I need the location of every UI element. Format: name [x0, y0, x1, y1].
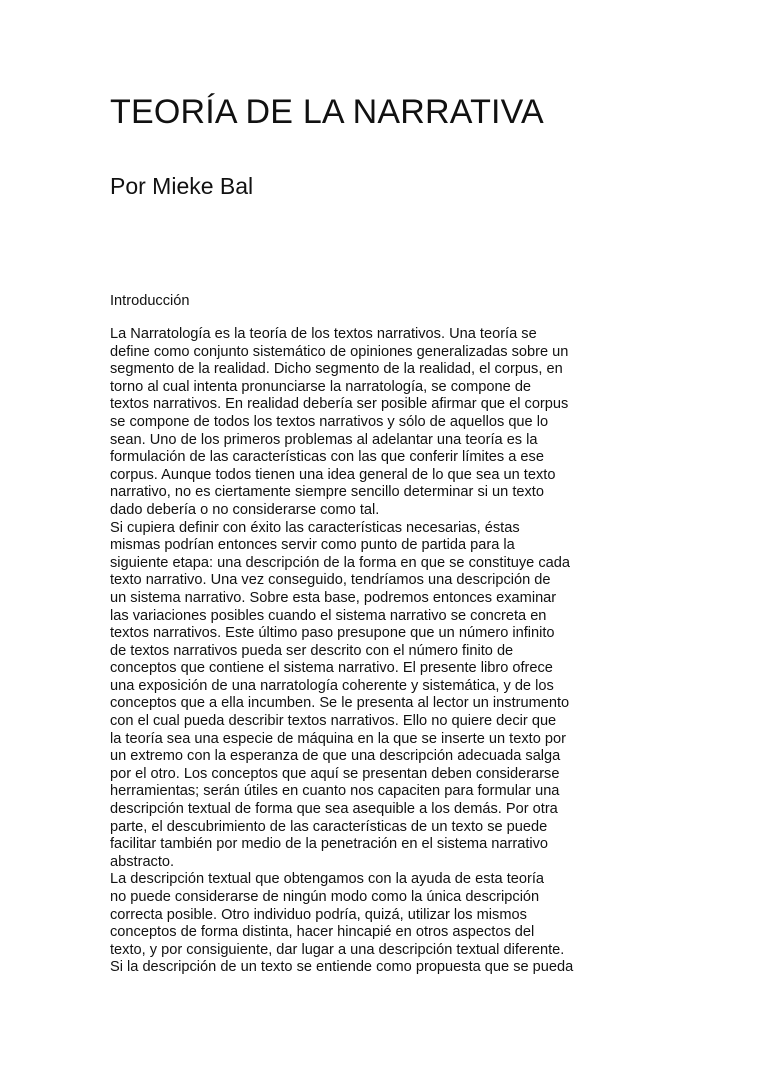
section-heading: Introducción	[110, 293, 190, 309]
text-line: dado debería o no considerarse como tal.	[110, 501, 380, 518]
text-line: no puede considerarse de ningún modo como la única descripción	[110, 889, 540, 905]
text-line: textos narrativos. Este último paso presupone que un número infinito	[110, 625, 555, 642]
text-line: define como conjunto sistemático de opiniones generalizadas sobre un	[110, 343, 569, 360]
text-line: conceptos de forma distinta, hacer hincapié en otros aspectos del	[110, 924, 535, 941]
text-line: Si la descripción de un texto se entiende como propuesta que se pueda	[110, 959, 574, 976]
text-line: con el cual pueda describir textos narrativos. Ello no quiere decir que	[110, 713, 557, 730]
text-line: narrativo, no es ciertamente siempre sencillo determinar si un texto	[110, 484, 544, 501]
text-line: se compone de todos los textos narrativos y sólo de aquellos que lo	[110, 413, 549, 430]
text-line: facilitar también por medio de la penetración en el sistema narrativo	[110, 836, 549, 853]
text-line: La Narratología es la teoría de los textos narrativos. Una teoría se	[110, 326, 537, 342]
text-line: descripción textual de forma que sea asequible a los demás. Por otra	[110, 801, 558, 818]
text-line: textos narrativos. En realidad debería ser posible afirmar que el corpus	[110, 396, 569, 413]
text-line: sean. Uno de los primeros problemas al adelantar una teoría es la	[110, 431, 538, 448]
text-line: torno al cual intenta pronunciarse la narratología, se compone de	[110, 378, 532, 395]
text-line: la teoría sea una especie de máquina en la que se inserte un texto por	[110, 730, 566, 747]
text-line: texto narrativo. Una vez conseguido, tendríamos una descripción de	[110, 572, 551, 589]
text-line: segmento de la realidad. Dicho segmento de la realidad, el corpus, en	[110, 361, 563, 378]
text-line: corpus. Aunque todos tienen una idea general de lo que sea un texto	[110, 466, 556, 483]
text-line: un extremo con la esperanza de que una descripción adecuada salga	[110, 748, 561, 765]
text-line: conceptos que a ella incumben. Se le presenta al lector un instrumento	[110, 695, 570, 712]
body-paragraphs	[110, 326, 610, 977]
text-line: una exposición de una narratología coherente y sistemática, y de los	[110, 677, 554, 694]
text-line: un sistema narrativo. Sobre esta base, podremos entonces examinar	[110, 589, 557, 606]
text-line: abstracto.	[110, 853, 175, 870]
text-line: conceptos que contiene el sistema narrativo. El presente libro ofrece	[110, 660, 553, 677]
document-title: TEORÍA DE LA NARRATIVA	[110, 93, 544, 131]
text-line: parte, el descubrimiento de las características de un texto se puede	[110, 818, 548, 835]
text-line: formulación de las características con las que conferir límites a ese	[110, 449, 544, 466]
text-line: siguiente etapa: una descripción de la forma en que se constituye cada	[110, 554, 571, 571]
text-line: de textos narrativos pueda ser descrito con el número finito de	[110, 642, 514, 659]
document-author: Por Mieke Bal	[110, 173, 254, 199]
text-line: mismas podrían entonces servir como punto de partida para la	[110, 537, 515, 554]
text-line: las variaciones posibles cuando el sistema narrativo se concreta en	[110, 607, 547, 624]
text-line: La descripción textual que obtengamos con la ayuda de esta teoría	[110, 871, 545, 888]
text-line: por el otro. Los conceptos que aquí se presentan deben considerarse	[110, 765, 560, 782]
text-line: texto, y por consiguiente, dar lugar a una descripción textual diferente.	[110, 941, 565, 958]
text-line: correcta posible. Otro individuo podría, quizá, utilizar los mismos	[110, 906, 527, 923]
text-line: Si cupiera definir con éxito las características necesarias, éstas	[110, 519, 520, 536]
text-line: herramientas; serán útiles en cuanto nos capaciten para formular una	[110, 783, 560, 800]
